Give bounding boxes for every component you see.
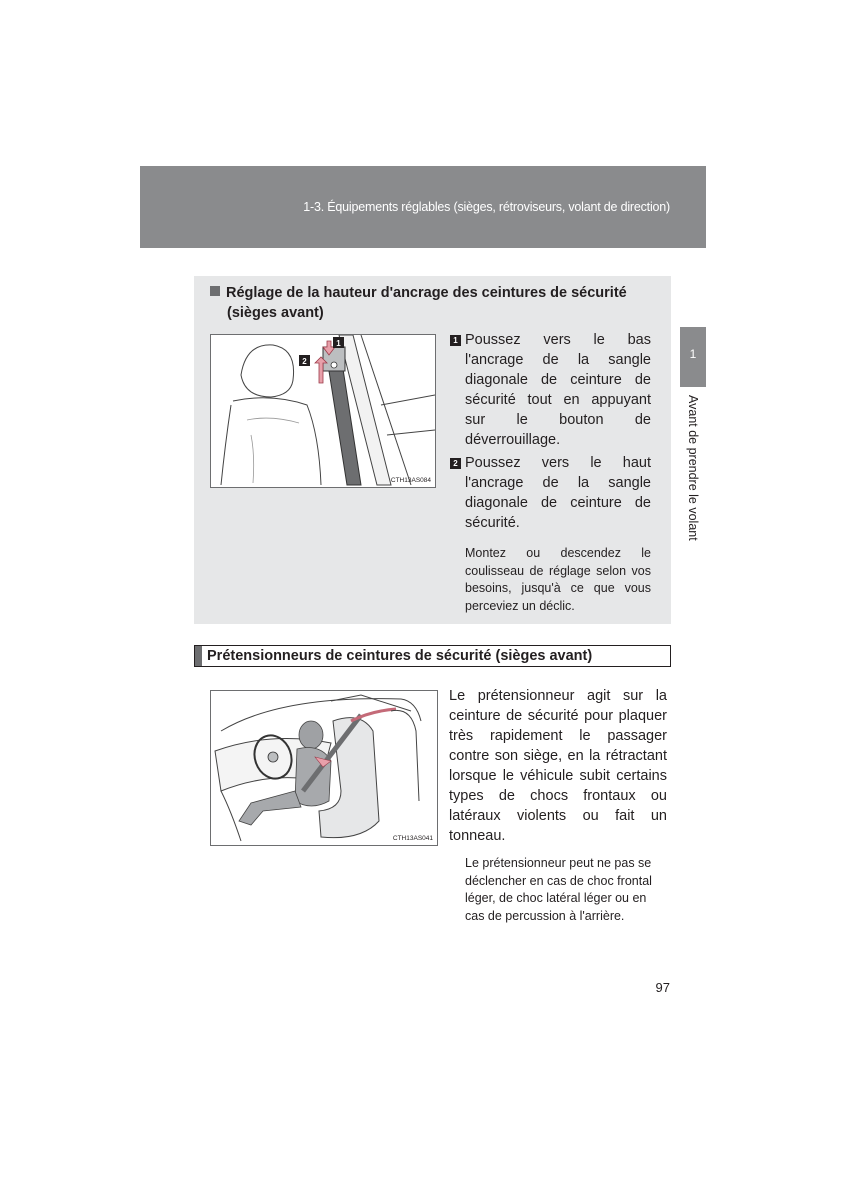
figure2-code: CTH13AS041 bbox=[392, 835, 433, 842]
pretensioner-section-heading bbox=[194, 645, 671, 667]
step-item bbox=[450, 453, 651, 533]
section1-note: Montez ou descendez le coulisseau de réglage selon vos besoins, jusqu'à ce que vous perceviez un déclic. bbox=[465, 546, 651, 613]
section1-title bbox=[210, 283, 655, 323]
steps-list bbox=[450, 330, 651, 615]
section2-note: Le prétensionneur peut ne pas se déclencher en cas de choc frontal léger, de choc latéral léger ou en cas de percussion à l'arrière. bbox=[465, 856, 652, 923]
page-number: 97 bbox=[655, 980, 670, 995]
section2-title: Prétensionneurs de ceintures de sécurité (sièges avant) bbox=[207, 648, 593, 664]
section1-title-line1: Réglage de la hauteur d'ancrage des ceintures de sécurité bbox=[226, 285, 627, 301]
seatbelt-anchor-drawing bbox=[211, 335, 435, 487]
step-text: Poussez vers le haut l'ancrage de la sangle diagonale de ceinture de sécurité. bbox=[465, 455, 651, 531]
header-band bbox=[140, 166, 706, 248]
callout-1-label: 1 bbox=[336, 339, 341, 348]
callout-2-label: 2 bbox=[302, 357, 307, 366]
heading-bar-marker bbox=[195, 646, 202, 666]
chapter-tab bbox=[680, 327, 706, 387]
pretensioner-drawing bbox=[211, 691, 437, 845]
seatbelt-anchor-illustration bbox=[210, 334, 436, 488]
step-text: Poussez vers le bas l'ancrage de la sangle diagonale de ceinture de sécurité tout en appuyant sur le bouton de déverrouillage. bbox=[465, 332, 651, 448]
section1-title-line2: (sièges avant) bbox=[227, 305, 324, 321]
chapter-number: 1 bbox=[689, 347, 697, 361]
step-number-badge: 2 bbox=[450, 458, 461, 469]
square-bullet-icon bbox=[210, 286, 220, 296]
chapter-side-label: Avant de prendre le volant bbox=[686, 395, 700, 541]
pretensioner-illustration bbox=[210, 690, 438, 846]
anchor-adjust-section bbox=[194, 276, 671, 624]
step-item bbox=[450, 330, 651, 450]
figure1-code: CTH13AS084 bbox=[390, 477, 431, 484]
header-title: 1-3. Équipements réglables (sièges, rétroviseurs, volant de direction) bbox=[303, 200, 670, 214]
step-number-badge: 1 bbox=[450, 335, 461, 346]
section2-body: Le prétensionneur agit sur la ceinture de sécurité pour plaquer très rapidement le passager contre son siège, en la rétractant lorsque le véhicule subit certains types de chocs frontaux ou latéraux violents ou fait un tonneau. bbox=[449, 688, 667, 844]
